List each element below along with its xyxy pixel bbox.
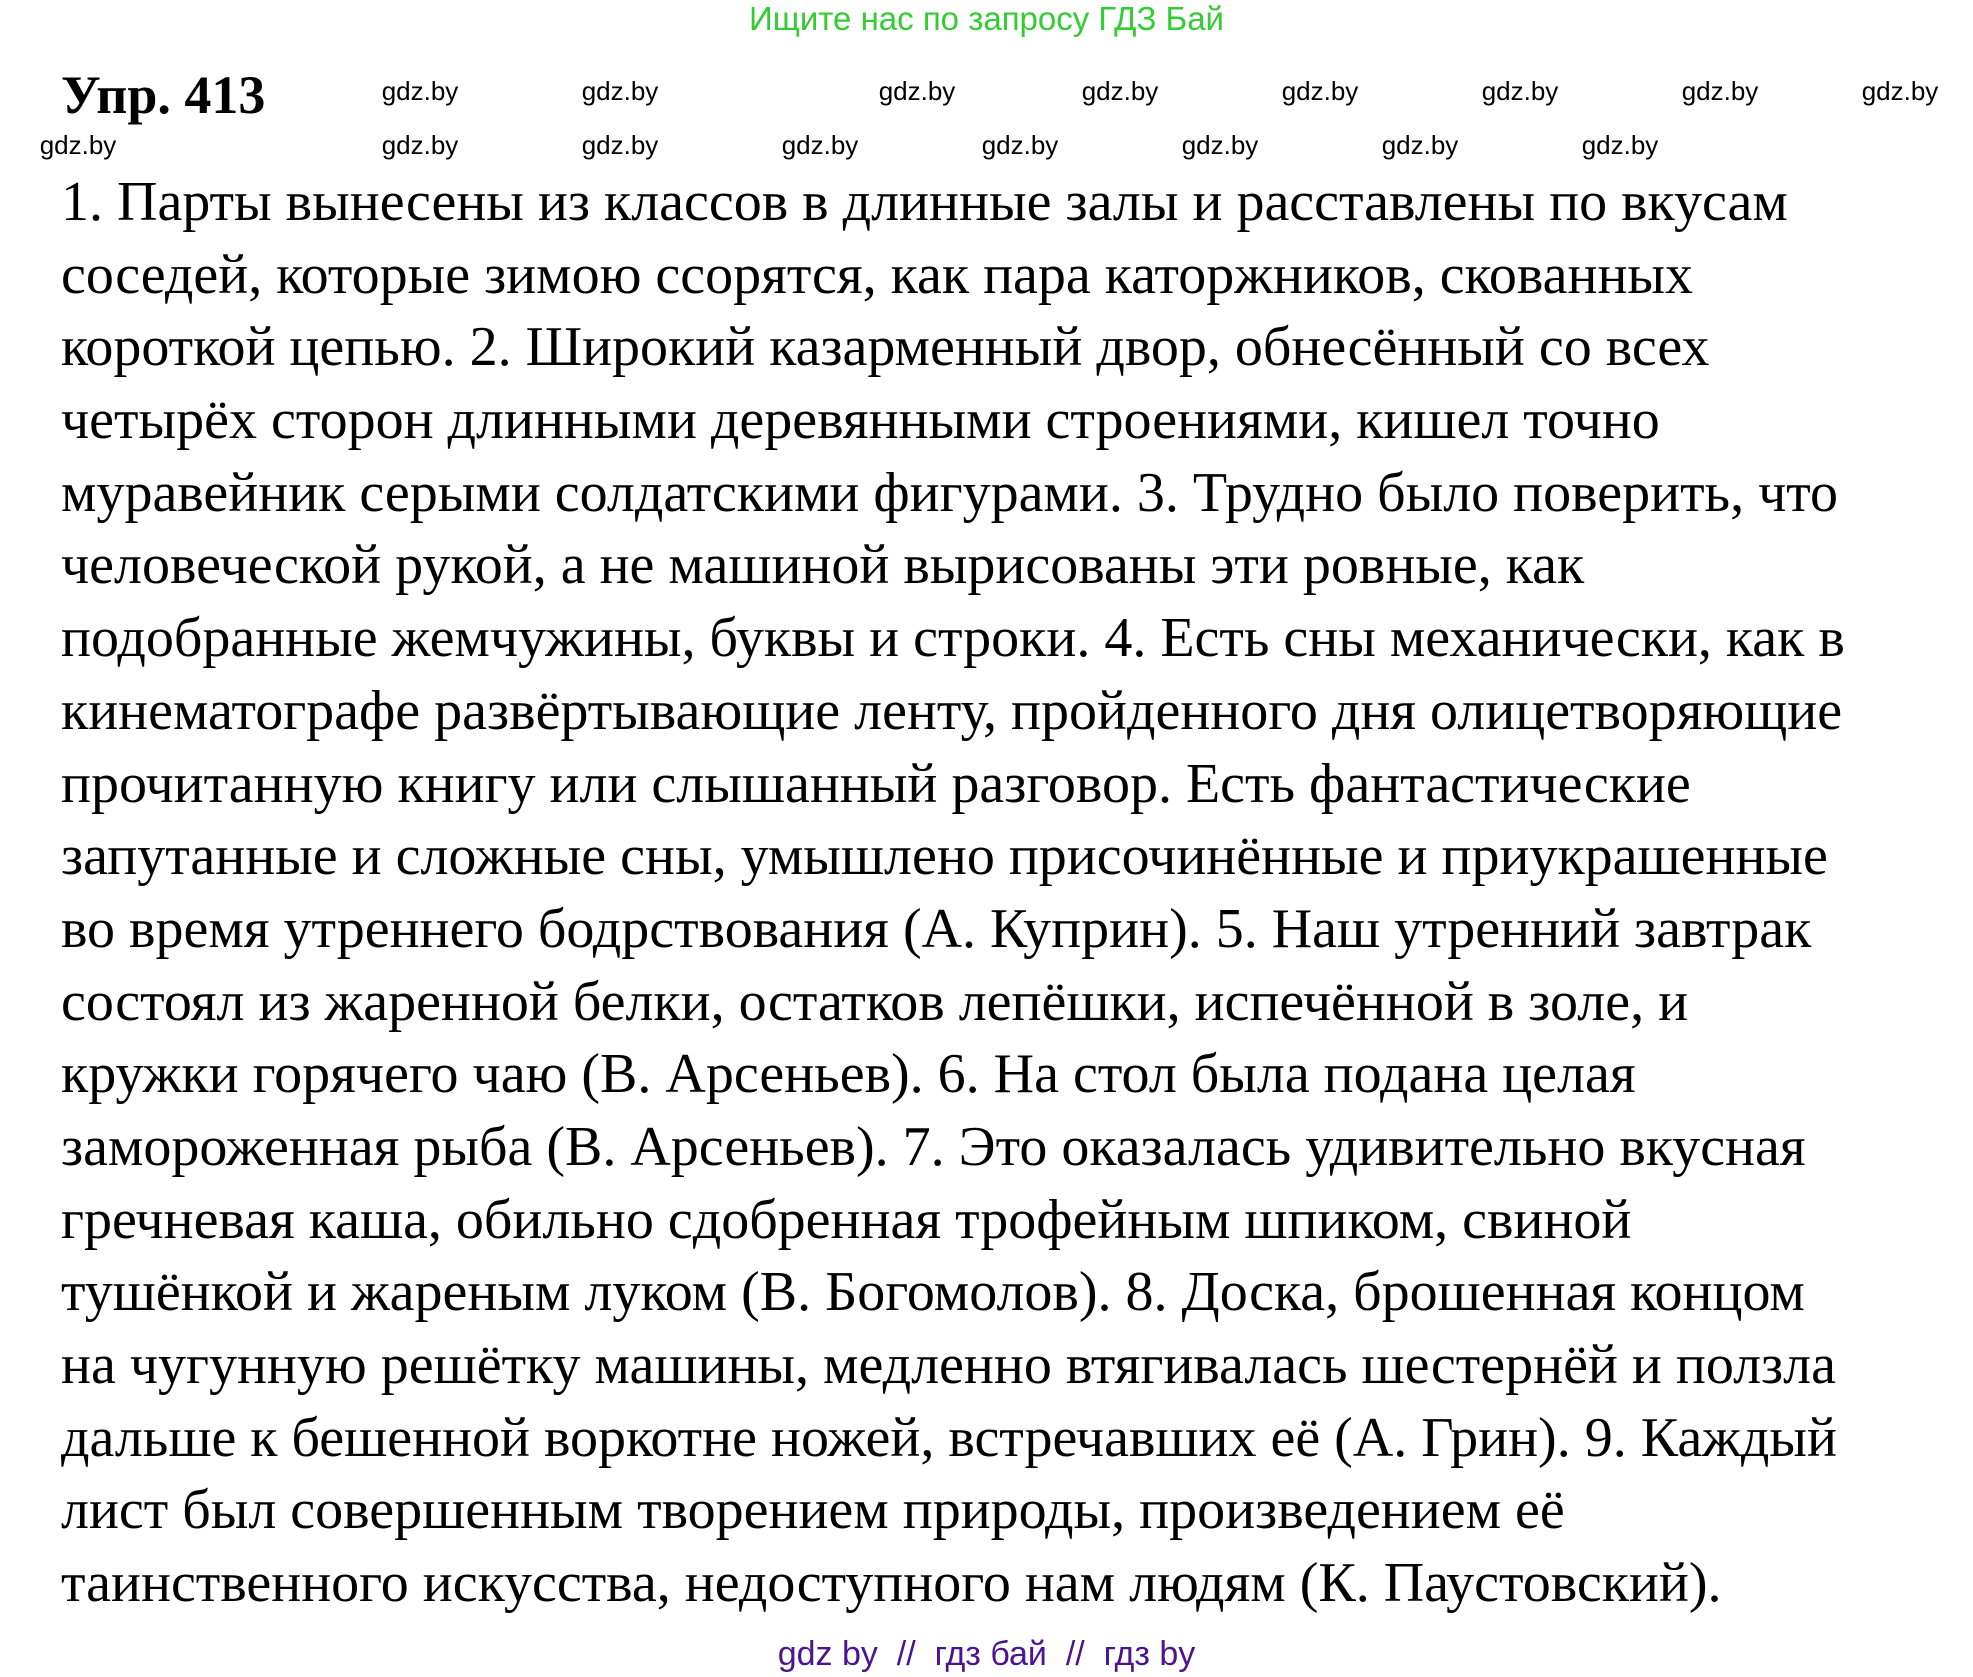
search-banner: Ищите нас по запросу ГДЗ Бай — [749, 0, 1224, 37]
watermark: gdz.by — [1381, 130, 1459, 160]
text-line: 1. Парты вынесены из классов в длинные залы и расставлены по вкусам — [61, 171, 1788, 233]
watermark: gdz.by — [581, 130, 659, 160]
watermark: gdz.by — [381, 130, 459, 160]
footer-links: gdz by // гдз бай // гдз by — [777, 1635, 1196, 1673]
watermark: gdz.by — [1281, 76, 1359, 106]
text-line: четырёх сторон длинными деревянными строениями, кишел точно — [61, 389, 1660, 452]
text-line: прочитанную книгу или слышанный разговор. Есть фантастические — [61, 752, 1691, 815]
watermark: gdz.by — [878, 76, 956, 106]
watermark: gdz.by — [1681, 76, 1759, 106]
watermark: gdz.by — [39, 130, 117, 160]
text-line: состоял из жаренной белки, остатков лепёшки, испечённой в золе, и — [61, 970, 1689, 1033]
watermark: gdz.by — [1581, 130, 1659, 160]
text-line: запутанные и сложные сны, умышлено присочинённые и приукрашенные — [61, 825, 1828, 888]
watermark: gdz.by — [381, 76, 459, 106]
text-line: кинематографе развёртывающие ленту, пройденного дня олицетворяющие — [61, 679, 1843, 742]
exercise-title: Упр. 413 — [61, 65, 266, 125]
watermark: gdz.by — [781, 130, 859, 160]
watermark: gdz.by — [1481, 76, 1559, 106]
text-line: замороженная рыба (В. Арсеньев). 7. Это оказалась удивительно вкусная — [61, 1115, 1806, 1178]
text-line: короткой цепью. 2. Широкий казарменный двор, обнесённый со всех — [61, 316, 1710, 379]
text-line: таинственного искусства, недоступного нам людям (К. Паустовский). — [61, 1552, 1722, 1615]
text-line: соседей, которые зимою ссорятся, как пара каторжников, скованных — [61, 243, 1694, 306]
text-line: гречневая каша, обильно сдобренная трофейным шпиком, свиной — [61, 1188, 1632, 1251]
text-line: лист был совершенным творением природы, произведением её — [61, 1479, 1565, 1542]
text-line: кружки горячего чаю (В. Арсеньев). 6. На стол была подана целая — [61, 1043, 1636, 1106]
text-line: во время утреннего бодрствования (А. Куприн). 5. Наш утренний завтрак — [61, 897, 1812, 960]
watermark: gdz.by — [1081, 76, 1159, 106]
text-line: тушёнкой и жареным луком (В. Богомолов). 8. Доска, брошенная концом — [61, 1261, 1805, 1324]
text-line: муравейник серыми солдатскими фигурами. 3. Трудно было поверить, что — [61, 461, 1838, 524]
text-line: на чугунную решётку машины, медленно втягивалась шестернёй и ползла — [61, 1334, 1836, 1396]
watermark: gdz.by — [1861, 76, 1939, 106]
text-line: подобранные жемчужины, буквы и строки. 4. Есть сны механически, как в — [61, 607, 1845, 670]
watermark: gdz.by — [981, 130, 1059, 160]
watermark: gdz.by — [1181, 130, 1259, 160]
text-line: человеческой рукой, а не машиной вырисованы эти ровные, как — [61, 534, 1585, 597]
text-line: дальше к бешенной воркотне ножей, встречавших её (А. Грин). 9. Каждый — [61, 1406, 1837, 1469]
exercise-text — [61, 166, 1845, 1620]
watermark: gdz.by — [581, 76, 659, 106]
